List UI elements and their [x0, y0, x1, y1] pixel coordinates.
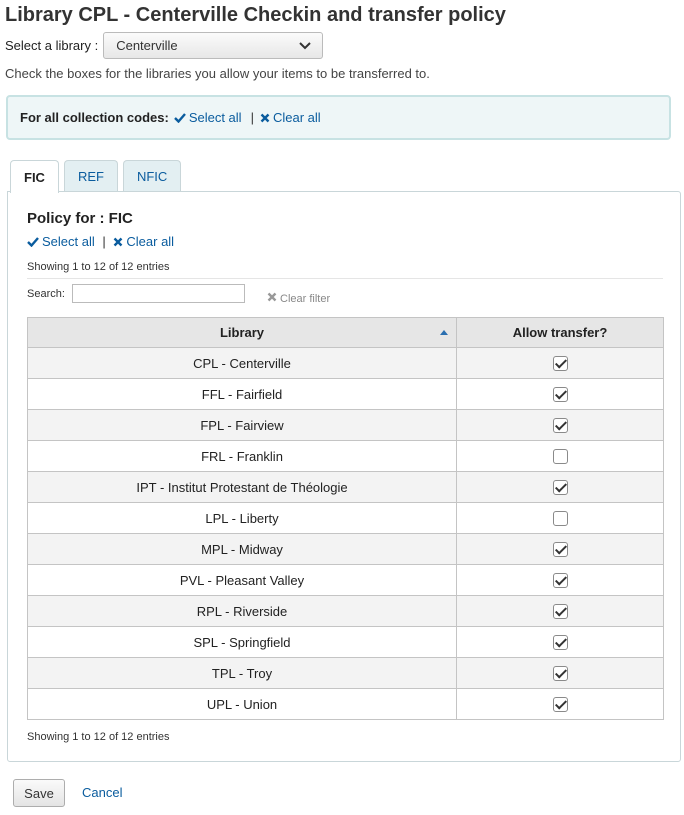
- tab-nfic[interactable]: NFIC: [123, 160, 181, 192]
- allow-transfer-cell: [457, 503, 664, 534]
- table-row: [28, 565, 664, 596]
- check-icon: [174, 111, 186, 126]
- sort-asc-icon: [440, 330, 448, 335]
- table-row: [28, 689, 664, 720]
- column-header-library[interactable]: [28, 318, 457, 348]
- save-button[interactable]: Save: [13, 779, 65, 807]
- library-name-cell: TPL - Troy: [28, 658, 457, 689]
- allow-transfer-checkbox[interactable]: [553, 511, 568, 526]
- table-row: [28, 379, 664, 410]
- allow-transfer-checkbox[interactable]: [553, 697, 568, 712]
- allow-transfer-cell: [457, 689, 664, 720]
- panel-actions: [27, 234, 174, 250]
- library-name-cell: FFL - Fairfield: [28, 379, 457, 410]
- table-row: [28, 596, 664, 627]
- table-row: [28, 627, 664, 658]
- library-name-cell: SPL - Springfield: [28, 627, 457, 658]
- chevron-down-icon: [298, 39, 312, 53]
- intro-text: Check the boxes for the libraries you allow your items to be transferred to.: [5, 66, 430, 81]
- search-row: [27, 284, 245, 303]
- library-name-cell: LPL - Liberty: [28, 503, 457, 534]
- library-select-value: Centerville: [116, 38, 178, 53]
- clear-all-link[interactable]: [113, 234, 174, 249]
- column-header-allow-transfer[interactable]: Allow transfer?: [457, 318, 664, 348]
- table-info-top: Showing 1 to 12 of 12 entries: [27, 261, 170, 273]
- library-name-cell: CPL - Centerville: [28, 348, 457, 379]
- clear-filter-label: Clear filter: [280, 292, 331, 305]
- library-select[interactable]: [103, 32, 323, 59]
- select-all-label: Select all: [42, 234, 95, 249]
- allow-transfer-cell: [457, 348, 664, 379]
- library-name-cell: FRL - Franklin: [28, 441, 457, 472]
- allow-transfer-checkbox[interactable]: [553, 635, 568, 650]
- table-row: [28, 534, 664, 565]
- search-input[interactable]: [72, 284, 245, 303]
- cancel-link[interactable]: Cancel: [82, 785, 123, 800]
- clear-all-codes-link[interactable]: [260, 110, 321, 126]
- all-codes-label: For all collection codes:: [20, 110, 169, 125]
- search-label: Search:: [27, 287, 65, 300]
- select-all-link[interactable]: [27, 234, 98, 249]
- collection-tabs: [10, 160, 186, 192]
- table-info-bottom: Showing 1 to 12 of 12 entries: [27, 731, 170, 743]
- times-icon: [260, 111, 270, 126]
- tab-fic[interactable]: FIC: [10, 160, 59, 193]
- library-name-cell: UPL - Union: [28, 689, 457, 720]
- table-row: [28, 441, 664, 472]
- allow-transfer-checkbox[interactable]: [553, 542, 568, 557]
- library-select-row: [5, 32, 323, 59]
- library-select-label: Select a library :: [5, 38, 99, 53]
- allow-transfer-checkbox[interactable]: [553, 449, 568, 464]
- allow-transfer-cell: [457, 627, 664, 658]
- allow-transfer-checkbox[interactable]: [553, 356, 568, 371]
- column-header-library-label: Library: [219, 325, 265, 340]
- times-icon: [113, 235, 123, 250]
- library-name-cell: PVL - Pleasant Valley: [28, 565, 457, 596]
- allow-transfer-cell: [457, 441, 664, 472]
- allow-transfer-checkbox[interactable]: [553, 573, 568, 588]
- library-name-cell: FPL - Fairview: [28, 410, 457, 441]
- allow-transfer-cell: [457, 596, 664, 627]
- tab-ref[interactable]: REF: [64, 160, 118, 192]
- library-name-cell: RPL - Riverside: [28, 596, 457, 627]
- table-row: [28, 472, 664, 503]
- table-header-row: [28, 318, 664, 348]
- allow-transfer-checkbox[interactable]: [553, 418, 568, 433]
- separator: |: [102, 234, 106, 249]
- allow-transfer-checkbox[interactable]: [553, 480, 568, 495]
- clear-all-codes-label: Clear all: [272, 109, 321, 125]
- clear-all-label: Clear all: [126, 234, 175, 249]
- allow-transfer-cell: [457, 379, 664, 410]
- allow-transfer-checkbox[interactable]: [553, 666, 568, 681]
- table-row: [28, 410, 664, 441]
- allow-transfer-checkbox[interactable]: [553, 604, 568, 619]
- table-row: [28, 503, 664, 534]
- allow-transfer-cell: [457, 472, 664, 503]
- check-icon: [27, 235, 39, 250]
- library-name-cell: MPL - Midway: [28, 534, 457, 565]
- policy-title: Policy for : FIC: [27, 210, 133, 227]
- library-name-cell: IPT - Institut Protestant de Théologie: [28, 472, 457, 503]
- allow-transfer-cell: [457, 658, 664, 689]
- select-all-codes-link[interactable]: [174, 110, 242, 126]
- all-collection-codes-box: [6, 95, 671, 140]
- transfer-policy-table: [27, 317, 664, 720]
- allow-transfer-cell: [457, 534, 664, 565]
- clear-filter-button[interactable]: [267, 292, 330, 305]
- select-all-codes-label: Select all: [188, 109, 242, 125]
- times-icon: [267, 292, 277, 305]
- table-row: [28, 658, 664, 689]
- divider: [27, 278, 663, 279]
- allow-transfer-checkbox[interactable]: [553, 387, 568, 402]
- allow-transfer-cell: [457, 410, 664, 441]
- allow-transfer-cell: [457, 565, 664, 596]
- page-title: Library CPL - Centerville Checkin and transfer policy: [5, 4, 506, 26]
- policy-panel: [7, 191, 681, 762]
- separator: |: [250, 110, 254, 125]
- table-row: [28, 348, 664, 379]
